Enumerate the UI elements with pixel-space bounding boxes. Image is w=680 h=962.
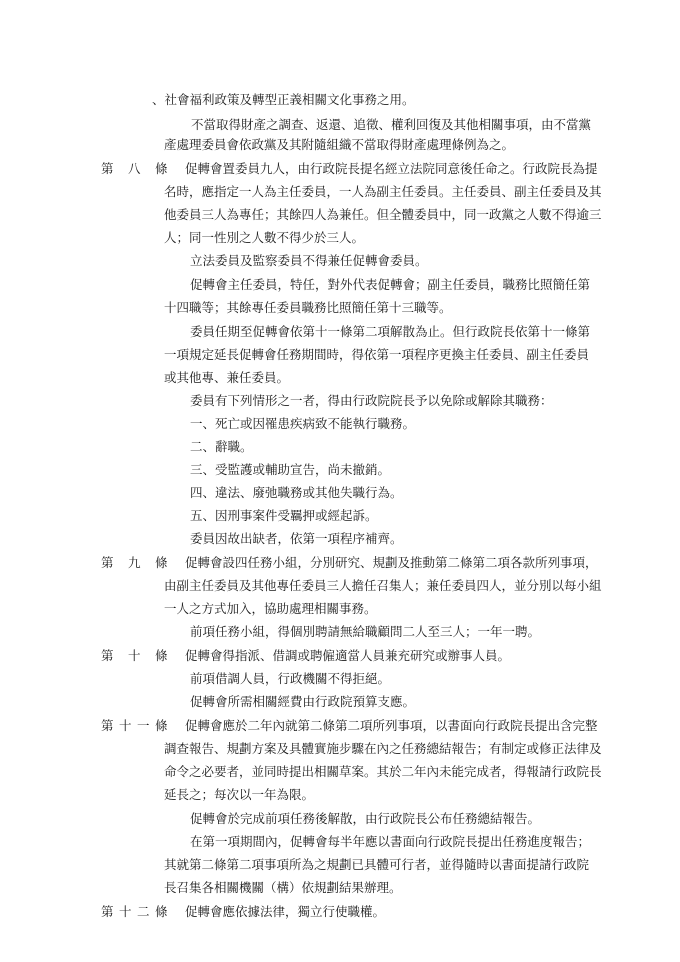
article-8-p4-line-1: 委員任期至促轉會依第十一條第二項解散為止。但行政院長依第十一條第 — [190, 324, 591, 339]
article-11-p1-line-1: 促轉會應於二年內就第二條第二項所列事項，以書面向行政院長提出含完整 — [185, 718, 598, 733]
article-8-p1-line-4: 人；同一性別之人數不得少於三人。 — [164, 230, 365, 245]
article-9-p1-line-3: 一人之方式加入，協助處理相關事務。 — [164, 601, 377, 616]
article-11-p3-line-3: 長召集各相關機關（構）依規劃結果辦理。 — [164, 880, 402, 895]
article-8-p3-line-1: 促轉會主任委員，特任，對外代表促轉會；副主任委員，職務比照簡任第 — [190, 277, 591, 292]
article-8-item-3: 三、受監護或輔助宣告，尚未撤銷。 — [190, 462, 391, 477]
article-8-item-5: 五、因刑事案件受羈押或經起訴。 — [190, 508, 378, 523]
article-8-item-2: 二、辭職。 — [190, 439, 253, 454]
document-page: 、社會福利政策及轉型正義相關文化事務之用。 不當取得財產之調查、返還、追徵、權利回復及其他相關事項，由不當黨 產處理委員會依政黨及其附隨組織不當取得財產處理條例為之。 第 八 條 促轉會置委員九人，由行政院長提名經立法院同意後任命之。行政院長為提 名時，應指定一人為主任委員，一人為副主任委員。主任委員、副主任委員及其 他委員三人為專任；其餘四人為兼任。但全體委員中，同一政黨之人數不得逾三 人；同一性別之人數不得少於三人。 立法委員及監察委員不得兼任促轉會委員。 促轉會主任委員，特任，對外代表促轉會；副主任委員，職務比照簡任第 十四職等；其餘專任委員職務比照簡任第十三職等。 委員任期至促轉會依第十一條第二項解散為止。但行政院長依第十一條第 一項規定延長促轉會任務期間時，得依第一項程序更換主任委員、副主任委員 或其他專、兼任委員。 委員有下列情形之一者，得由行政院院長予以免除或解除其職務： 一、死亡或因罹患疾病致不能執行職務。 二、辭職。 三、受監護或輔助宣告，尚未撤銷。 四、違法、廢弛職務或其他失職行為。 五、因刑事案件受羈押或經起訴。 委員因故出缺者，依第一項程序補齊。 第 九 條 促轉會設四任務小組，分別研究、規劃及推動第二條第二項各款所列事項， 由副主任委員及其他專任委員三人擔任召集人；兼任委員四人，並分別以每小組 一人之方式加入，協助處理相關事務。 前項任務小組，得個別聘請無給職顧問二人至三人；一年一聘。 第 十 條 促轉會得指派、借調或聘僱適當人員兼充研究或辦事人員。 前項借調人員，行政機關不得拒絕。 促轉會所需相關經費由行政院預算支應。 第 十 一 條 促轉會應於二年內就第二條第二項所列事項，以書面向行政院長提出含完整 調查報告、規劃方案及具體實施步驟在內之任務總結報告；有制定或修正法律及 命令之必要者，並同時提出相關草案。其於二年內未能完成者，得報請行政院長 延長之；每次以一年為限。 促轉會於完成前項任務後解散，由行政院長公布任務總結報告。 在第一項期間內，促轉會每半年應以書面向行政院長提出任務進度報告； 其就第二條第二項事項所為之規劃已具體可行者，並得隨時以書面提請行政院 長召集各相關機關（構）依規劃結果辦理。 第 十 二 條 促轉會應依據法律，獨立行使職權。 — [101, 92, 602, 919]
article-10-p2: 前項借調人員，行政機關不得拒絕。 — [190, 671, 391, 686]
article-9-p1-line-1: 促轉會設四任務小組，分別研究、規劃及推動第二條第二項各款所列事項， — [185, 555, 598, 570]
intro-line-1: 、社會福利政策及轉型正義相關文化事務之用。 — [152, 92, 415, 107]
article-8-item-4: 四、違法、廢弛職務或其他失職行為。 — [190, 485, 403, 500]
article-8-p2: 立法委員及監察委員不得兼任促轉會委員。 — [190, 253, 428, 268]
article-11-p3-line-2: 其就第二條第二項事項所為之規劃已具體可行者，並得隨時以書面提請行政院 — [164, 857, 590, 872]
article-9-p2: 前項任務小組，得個別聘請無給職顧問二人至三人；一年一聘。 — [190, 624, 541, 639]
article-11-p1-line-4: 延長之；每次以一年為限。 — [164, 787, 315, 802]
article-12-p1: 促轉會應依據法律，獨立行使職權。 — [185, 904, 386, 919]
intro-paragraph-line-1: 不當取得財產之調查、返還、追徵、權利回復及其他相關事項，由不當黨 — [191, 117, 592, 132]
article-10-p3: 促轉會所需相關經費由行政院預算支應。 — [190, 694, 416, 709]
article-8-p4-line-3: 或其他專、兼任委員。 — [164, 370, 290, 385]
article-11-p3-line-1: 在第一項期間內，促轉會每半年應以書面向行政院長提出任務進度報告； — [190, 834, 591, 849]
article-8-p6: 委員因故出缺者，依第一項程序補齊。 — [190, 531, 403, 546]
article-8-p1-line-1: 促轉會置委員九人，由行政院長提名經立法院同意後任命之。行政院長為提 — [185, 161, 598, 176]
article-8-p1-line-3: 他委員三人為專任；其餘四人為兼任。但全體委員中，同一政黨之人數不得逾三 — [164, 207, 602, 222]
article-11-p1-line-2: 調查報告、規劃方案及具體實施步驟在內之任務總結報告；有制定或修正法律及 — [164, 741, 602, 756]
article-8-p4-line-2: 一項規定延長促轉會任務期間時，得依第一項程序更換主任委員、副主任委員 — [164, 347, 590, 362]
article-10-p1: 促轉會得指派、借調或聘僱適當人員兼充研究或辦事人員。 — [185, 648, 511, 663]
article-8-item-1: 一、死亡或因罹患疾病致不能執行職務。 — [190, 416, 416, 431]
article-8-p1-line-2: 名時，應指定一人為主任委員，一人為副主任委員。主任委員、副主任委員及其 — [164, 184, 602, 199]
intro-paragraph-line-2: 產處理委員會依政黨及其附隨組織不當取得財產處理條例為之。 — [164, 137, 515, 152]
article-9-p1-line-2: 由副主任委員及其他專任委員三人擔任召集人；兼任委員四人，並分別以每小組 — [164, 578, 602, 593]
article-8-p5: 委員有下列情形之一者，得由行政院院長予以免除或解除其職務： — [190, 393, 553, 408]
article-11-p1-line-3: 命令之必要者，並同時提出相關草案。其於二年內未能完成者，得報請行政院長 — [164, 764, 602, 779]
article-8-p3-line-2: 十四職等；其餘專任委員職務比照簡任第十三職等。 — [164, 300, 452, 315]
article-11-p2: 促轉會於完成前項任務後解散，由行政院長公布任務總結報告。 — [190, 811, 541, 826]
